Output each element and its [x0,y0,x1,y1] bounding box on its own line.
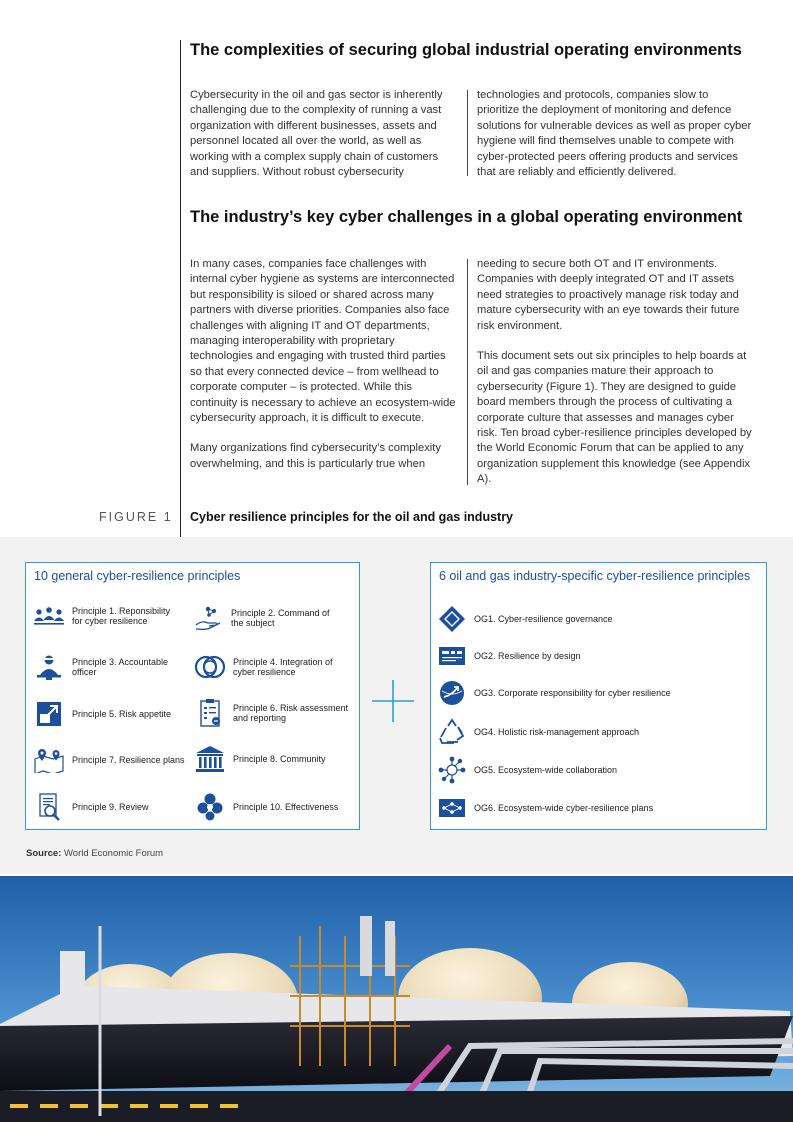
og-principle-2-label: OG2. Resilience by design [474,650,581,661]
figure-title: Cyber resilience principles for the oil and gas industry [190,510,514,524]
map-pin-icon [33,747,65,773]
principle-4-label: Principle 4. Integration of cyber resilience [233,656,333,677]
principle-6-label: Principle 6. Risk assessment and reporting [233,702,349,723]
network-icon [437,756,467,784]
principle-8 [194,745,326,773]
institution-icon [194,745,226,773]
industry-principles-box [430,562,767,830]
document-search-icon [33,793,65,821]
hand-network-icon [194,605,224,631]
section1-left-column [190,88,458,180]
principle-7 [33,747,185,773]
rings-icon [194,653,226,681]
principle-9-label: Principle 9. Review [72,801,149,812]
principle-7-label: Principle 7. Resilience plans [72,754,185,765]
section1-right-column [477,88,752,180]
principle-5 [33,701,171,727]
og-principle-2 [437,645,581,667]
section2-left-p1: In many cases, companies face challenges with internal cyber hygiene as systems are interconnected but responsibility is siloed or shared across many partners with diverse priorities. Companies also face challenges with aligning IT and OT departments, managing interoperability with proprietary technologies and engaging with trusted third parties so that every connected device – from wellhead to corporate computer – is protected. While this continuity is necessary to achieve an ecosystem-wide cybersecurity approach, it is difficult to execute. [190,258,456,425]
section-heading-challenges: The industry’s key cyber challenges in a global operating environment [190,208,743,226]
expand-arrow-icon [33,701,65,727]
principle-5-label: Principle 5. Risk appetite [72,708,172,719]
og-principle-1-label: OG1. Cyber-resilience governance [474,613,613,624]
principle-1 [33,605,170,627]
diamond-icon [437,605,467,633]
officer-icon [33,653,65,681]
og-principle-5 [437,756,617,784]
principle-9 [33,793,149,821]
og-principle-3 [437,679,671,707]
lng-tanker-photo [0,876,793,1122]
principle-10 [194,793,338,821]
section-rule [180,40,181,537]
globe-arrow-icon [437,679,467,707]
og-principle-5-label: OG5. Ecosystem-wide collaboration [474,764,618,775]
principle-10-label: Principle 10. Effectiveness [233,801,339,812]
section2-left-p2: Many organizations find cybersecurity’s complexity overwhelming, and this is particularly true when [190,442,441,470]
figure-label: FIGURE 1 [99,510,173,524]
og-principle-4 [437,718,639,746]
column-divider [467,90,468,176]
section2-right-column [477,257,752,488]
section2-left-column [190,257,458,472]
flow-card-icon [437,797,467,819]
section1-right-text: technologies and protocols, companies slow to prioritize the deployment of monitoring and defence solutions for vulnerable devices as well as proper cyber hygiene will find themselves unable to compete with cyber-protected peers offering products and services that are reliably and efficiently delivered. [477,89,752,179]
og-principle-4-label: OG4. Holistic risk-management approach [474,726,640,737]
design-card-icon [437,645,467,667]
section1-left-text: Cybersecurity in the oil and gas sector is inherently challenging due to the complexity of running a vast organization with different businesses, assets and personnel located all over the world, as well as working with a complex supply chain of customers and suppliers. Without robust cybersecurity [190,89,443,179]
general-principles-box [25,562,360,830]
principle-2-label: Principle 2. Command of the subject [231,607,330,628]
plus-icon [372,680,414,722]
clipboard-icon [194,698,226,728]
principle-4 [194,653,333,681]
principle-1-label: Principle 1. Reponsibility for cyber resilience [72,605,171,626]
og-principle-1 [437,605,613,633]
section-heading-complexities: The complexities of securing global industrial operating environments [190,41,742,59]
recycle-icon [437,718,467,746]
og-principle-3-label: OG3. Corporate responsibility for cyber resilience [474,687,671,698]
principle-3-label: Principle 3. Accountable officer [72,656,169,677]
column-divider [467,259,468,485]
og-principle-6 [437,797,653,819]
people-group-icon [33,605,65,627]
principle-8-label: Principle 8. Community [233,753,326,764]
section2-right-p1: needing to secure both OT and IT environments. Companies with deeply integrated OT and IT assets need strategies to proactively manage risk today and mature cybersecurity with an eye towards their future risk environment. [477,258,740,332]
og-principle-6-label: OG6. Ecosystem-wide cyber-resilience plans [474,802,654,813]
section2-right-p2: This document sets out six principles to help boards at oil and gas companies mature their approach to cybersecurity (Figure 1). They are designed to guide board members through the process of cultivating a corporate culture that assesses and manages cyber risk. Ten broad cyber-resilience principles developed by the World Economic Forum that can be applied to any organization supplement this knowledge (see Appendix A). [477,350,752,486]
industry-principles-title: 6 oil and gas industry-specific cyber-resilience principles [439,569,751,583]
cluster-icon [194,793,226,821]
principle-2 [194,605,330,631]
principle-6 [194,698,348,728]
figure-source: Source: World Economic Forum [26,848,164,859]
principle-3 [33,653,168,681]
general-principles-title: 10 general cyber-resilience principles [34,569,241,583]
